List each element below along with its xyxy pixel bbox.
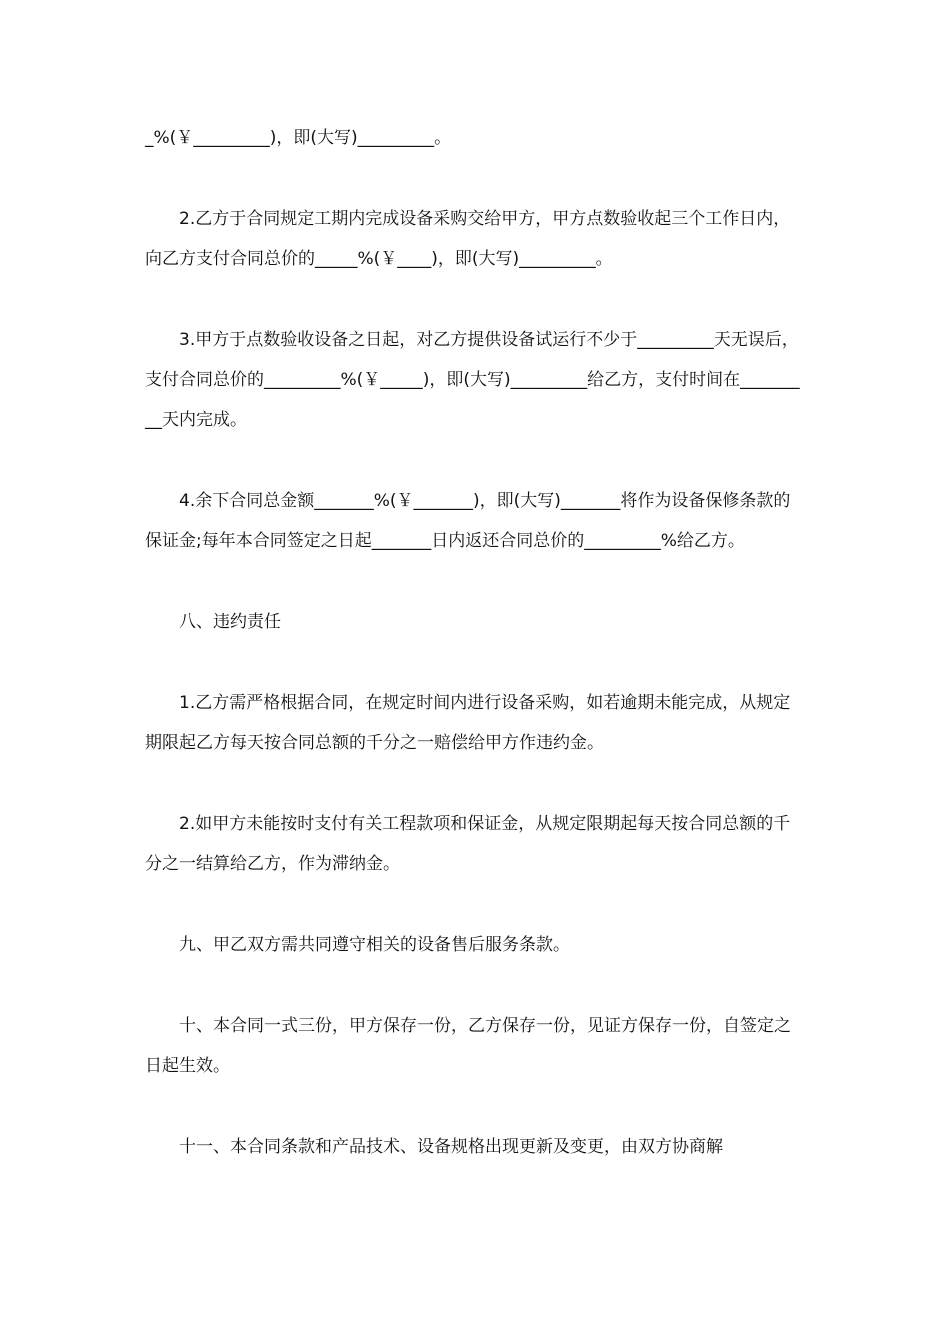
paragraph-clause-2-payment: 2.乙方于合同规定工期内完成设备采购交给甲方，甲方点数验收起三个工作日内，向乙方支付合同总价的_____%(￥____)，即(大写)_________。 <box>145 209 791 269</box>
paragraph-section-10: 十、本合同一式三份，甲方保存一份，乙方保存一份，见证方保存一份，自签定之日起生效。 <box>145 1016 791 1076</box>
paragraph-section-11: 十一、本合同条款和产品技术、设备规格出现更新及变更，由双方协商解 <box>179 1137 723 1157</box>
paragraph-clause-3-payment: 3.甲方于点数验收设备之日起，对乙方提供设备试运行不少于_________天无误后，支付合同总价的_________%(￥_____)，即(大写)_________给乙方，支付时间在_________天内完成。 <box>145 330 800 430</box>
paragraph-payment-continued: _%(￥_________)，即(大写)_________。 <box>145 128 452 148</box>
section-heading-breach-liability: 八、违约责任 <box>179 612 281 632</box>
paragraph-section-9: 九、甲乙双方需共同遵守相关的设备售后服务条款。 <box>179 935 570 955</box>
paragraph-clause-4-deposit: 4.余下合同总金额_______%(￥_______)，即(大写)_______将作为设备保修条款的保证金;每年本合同签定之日起_______日内返还合同总价的_________%给乙方。 <box>145 491 791 551</box>
document-page <box>145 118 807 1167</box>
paragraph-breach-1: 1.乙方需严格根据合同，在规定时间内进行设备采购，如若逾期未能完成，从规定期限起乙方每天按合同总额的千分之一赔偿给甲方作违约金。 <box>145 693 791 753</box>
paragraph-breach-2: 2.如甲方未能按时支付有关工程款项和保证金，从规定限期起每天按合同总额的千分之一结算给乙方，作为滞纳金。 <box>145 814 791 874</box>
